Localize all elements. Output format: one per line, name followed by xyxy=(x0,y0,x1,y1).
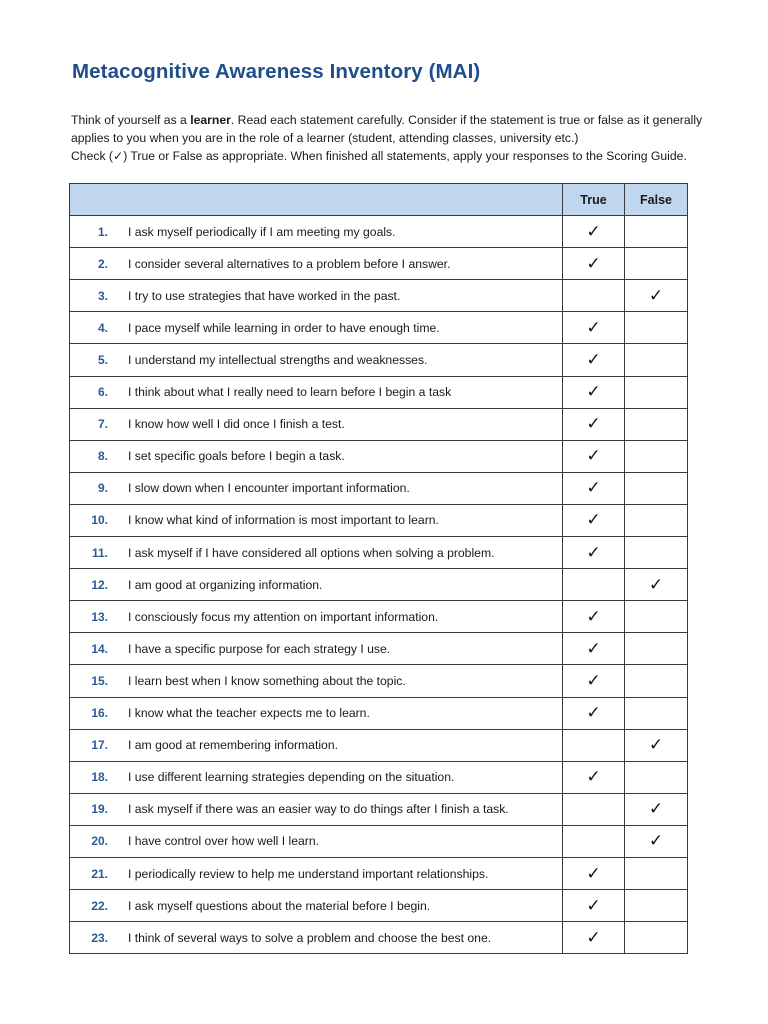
checkmark-icon: ✓ xyxy=(648,735,664,756)
statement-number: 20. xyxy=(91,834,108,849)
statement-text: I ask myself periodically if I am meeting my goals. xyxy=(128,224,396,239)
false-checkbox-cell[interactable] xyxy=(625,504,688,536)
table-header-row xyxy=(70,184,688,216)
false-checkbox-cell[interactable] xyxy=(625,376,688,408)
true-checkbox-cell[interactable] xyxy=(563,248,625,280)
instructions-line-3: Check (✓) True or False as appropriate. When finished all statements, apply your responses to the Scoring Guide. xyxy=(71,149,687,163)
statement-number: 10. xyxy=(91,513,108,528)
checkmark-icon: ✓ xyxy=(648,574,664,595)
statement-text: I understand my intellectual strengths and weaknesses. xyxy=(128,353,428,368)
false-checkbox-cell[interactable] xyxy=(625,344,688,376)
table-row xyxy=(70,793,688,825)
statement-number: 9. xyxy=(97,481,108,496)
true-checkbox-cell[interactable] xyxy=(563,408,625,440)
false-checkbox-cell[interactable] xyxy=(625,793,688,825)
statement-text: I ask myself if there was an easier way to do things after I finish a task. xyxy=(128,802,509,817)
table-row xyxy=(70,890,688,922)
statement-number: 15. xyxy=(91,673,108,688)
statement-text: I slow down when I encounter important information. xyxy=(128,481,410,496)
statement-cell xyxy=(70,922,563,954)
table-row xyxy=(70,825,688,857)
statement-cell xyxy=(70,857,563,889)
checkmark-icon: ✓ xyxy=(586,221,601,242)
true-checkbox-cell[interactable] xyxy=(563,312,625,344)
true-checkbox-cell[interactable] xyxy=(563,504,625,536)
true-checkbox-cell[interactable] xyxy=(563,890,625,922)
statement-text: I am good at organizing information. xyxy=(128,577,323,592)
statement-text: I know what kind of information is most important to learn. xyxy=(128,513,439,528)
statement-text: I periodically review to help me understand important relationships. xyxy=(128,866,489,881)
statement-number: 2. xyxy=(97,256,108,271)
statement-number: 6. xyxy=(97,385,108,400)
false-checkbox-cell[interactable] xyxy=(625,312,688,344)
statement-cell xyxy=(70,697,563,729)
statement-cell xyxy=(70,729,563,761)
statement-text: I set specific goals before I begin a task. xyxy=(128,449,345,464)
statement-cell xyxy=(70,440,563,472)
statement-cell xyxy=(70,472,563,504)
statement-cell xyxy=(70,633,563,665)
table-row xyxy=(70,280,688,312)
statement-number: 13. xyxy=(91,609,108,624)
checkmark-icon: ✓ xyxy=(586,478,601,499)
table-row xyxy=(70,472,688,504)
table-row xyxy=(70,729,688,761)
false-column-header: False xyxy=(625,184,688,216)
true-checkbox-cell[interactable] xyxy=(563,697,625,729)
table-row xyxy=(70,537,688,569)
statement-text: I think of several ways to solve a problem and choose the best one. xyxy=(128,930,492,945)
statement-number: 23. xyxy=(91,930,108,945)
statement-text: I use different learning strategies depending on the situation. xyxy=(128,770,455,785)
statement-cell xyxy=(70,665,563,697)
table-row xyxy=(70,569,688,601)
checkmark-icon: ✓ xyxy=(586,446,601,467)
checkmark-icon: ✓ xyxy=(586,253,601,274)
false-checkbox-cell[interactable] xyxy=(625,857,688,889)
statement-number: 8. xyxy=(97,449,108,464)
statement-text: I ask myself questions about the material before I begin. xyxy=(128,898,431,913)
statement-text: I know what the teacher expects me to learn. xyxy=(128,706,370,721)
statement-number: 5. xyxy=(97,353,108,368)
table-row xyxy=(70,376,688,408)
false-checkbox-cell[interactable] xyxy=(625,280,688,312)
statement-number: 11. xyxy=(91,545,108,560)
false-checkbox-cell[interactable] xyxy=(625,440,688,472)
true-checkbox-cell[interactable] xyxy=(563,344,625,376)
checkmark-icon: ✓ xyxy=(648,831,664,852)
statement-number: 4. xyxy=(97,320,108,335)
inventory-table xyxy=(69,183,688,954)
table-row xyxy=(70,344,688,376)
true-checkbox-cell[interactable] xyxy=(563,537,625,569)
table-row xyxy=(70,504,688,536)
table-row xyxy=(70,857,688,889)
true-checkbox-cell[interactable] xyxy=(563,601,625,633)
learner-emphasis: learner xyxy=(190,113,231,127)
false-checkbox-cell[interactable] xyxy=(625,761,688,793)
statement-cell xyxy=(70,761,563,793)
statement-text: I consider several alternatives to a problem before I answer. xyxy=(128,256,451,271)
checkmark-icon: ✓ xyxy=(586,670,601,691)
instructions-line-1-end: . Read each statement carefully. Consider if the statement is true or false as it generally xyxy=(230,113,703,127)
table-row xyxy=(70,440,688,472)
false-checkbox-cell[interactable] xyxy=(625,216,688,248)
statement-number: 21. xyxy=(91,866,108,881)
false-checkbox-cell[interactable] xyxy=(625,729,688,761)
statement-cell xyxy=(70,344,563,376)
statement-cell xyxy=(70,248,563,280)
checkmark-icon: ✓ xyxy=(586,606,601,627)
statement-number: 7. xyxy=(97,417,108,432)
false-checkbox-cell[interactable] xyxy=(625,248,688,280)
false-checkbox-cell[interactable] xyxy=(625,408,688,440)
statement-text: I consciously focus my attention on important information. xyxy=(128,609,439,624)
statement-cell xyxy=(70,376,563,408)
checkmark-icon: ✓ xyxy=(586,927,601,948)
true-checkbox-cell[interactable] xyxy=(563,280,625,312)
instructions xyxy=(71,111,731,165)
statement-cell xyxy=(70,890,563,922)
statement-number: 16. xyxy=(91,706,108,721)
checkmark-icon: ✓ xyxy=(586,863,601,884)
false-checkbox-cell[interactable] xyxy=(625,537,688,569)
false-checkbox-cell[interactable] xyxy=(625,633,688,665)
statement-column-header xyxy=(70,184,563,216)
checkmark-icon: ✓ xyxy=(586,317,601,338)
table-row xyxy=(70,922,688,954)
true-checkbox-cell[interactable] xyxy=(563,633,625,665)
true-checkbox-cell[interactable] xyxy=(563,922,625,954)
table-row xyxy=(70,665,688,697)
table-row xyxy=(70,216,688,248)
checkmark-icon: ✓ xyxy=(648,799,664,820)
true-checkbox-cell[interactable] xyxy=(563,761,625,793)
true-checkbox-cell[interactable] xyxy=(563,857,625,889)
statement-cell xyxy=(70,312,563,344)
statement-number: 14. xyxy=(91,641,108,656)
false-checkbox-cell[interactable] xyxy=(625,890,688,922)
statement-text: I think about what I really need to learn before I begin a task xyxy=(128,385,452,400)
false-checkbox-cell[interactable] xyxy=(625,922,688,954)
statement-cell xyxy=(70,601,563,633)
statement-text: I try to use strategies that have worked in the past. xyxy=(128,288,401,303)
statement-number: 17. xyxy=(91,738,108,753)
true-checkbox-cell[interactable] xyxy=(563,376,625,408)
page-title: Metacognitive Awareness Inventory (MAI) xyxy=(72,60,481,83)
statement-text: I am good at remembering information. xyxy=(128,738,338,753)
statement-number: 3. xyxy=(97,288,108,303)
true-column-header: True xyxy=(563,184,625,216)
true-checkbox-cell[interactable] xyxy=(563,729,625,761)
false-checkbox-cell[interactable] xyxy=(625,665,688,697)
checkmark-icon: ✓ xyxy=(586,638,601,659)
instructions-line-1-start: Think of yourself as a xyxy=(71,113,191,127)
true-checkbox-cell[interactable] xyxy=(563,793,625,825)
checkmark-icon: ✓ xyxy=(586,414,601,435)
true-checkbox-cell[interactable] xyxy=(563,472,625,504)
statement-text: I know how well I did once I finish a test. xyxy=(128,417,345,432)
statement-number: 18. xyxy=(91,770,108,785)
checkmark-icon: ✓ xyxy=(586,382,601,403)
statement-cell xyxy=(70,216,563,248)
statement-number: 22. xyxy=(91,898,108,913)
statement-text: I ask myself if I have considered all options when solving a problem. xyxy=(128,545,495,560)
statement-number: 19. xyxy=(91,802,108,817)
false-checkbox-cell[interactable] xyxy=(625,472,688,504)
false-checkbox-cell[interactable] xyxy=(625,697,688,729)
instructions-line-1 xyxy=(71,111,731,129)
statement-cell xyxy=(70,504,563,536)
inventory-body xyxy=(70,216,688,954)
checkmark-icon: ✓ xyxy=(586,350,601,371)
statement-number: 1. xyxy=(97,224,108,239)
checkmark-icon: ✓ xyxy=(586,510,601,531)
true-checkbox-cell[interactable] xyxy=(563,569,625,601)
statement-text: I have a specific purpose for each strategy I use. xyxy=(128,641,391,656)
statement-text: I have control over how well I learn. xyxy=(128,834,320,849)
false-checkbox-cell[interactable] xyxy=(625,569,688,601)
statement-cell xyxy=(70,825,563,857)
true-checkbox-cell[interactable] xyxy=(563,216,625,248)
false-checkbox-cell[interactable] xyxy=(625,601,688,633)
table-row xyxy=(70,312,688,344)
statement-cell xyxy=(70,793,563,825)
true-checkbox-cell[interactable] xyxy=(563,440,625,472)
statement-cell xyxy=(70,280,563,312)
false-checkbox-cell[interactable] xyxy=(625,825,688,857)
checkmark-icon: ✓ xyxy=(648,285,664,306)
table-row xyxy=(70,633,688,665)
checkmark-icon: ✓ xyxy=(586,895,601,916)
table-row xyxy=(70,697,688,729)
table-row xyxy=(70,248,688,280)
statement-cell xyxy=(70,537,563,569)
table-row xyxy=(70,601,688,633)
statement-text: I learn best when I know something about the topic. xyxy=(128,673,406,688)
true-checkbox-cell[interactable] xyxy=(563,665,625,697)
instructions-line-2: applies to you when you are in the role of a learner (student, attending classes, university etc.) xyxy=(71,131,579,145)
statement-text: I pace myself while learning in order to have enough time. xyxy=(128,320,440,335)
statement-cell xyxy=(70,569,563,601)
true-checkbox-cell[interactable] xyxy=(563,825,625,857)
statement-cell xyxy=(70,408,563,440)
checkmark-icon: ✓ xyxy=(586,542,601,563)
table-row xyxy=(70,761,688,793)
statement-number: 12. xyxy=(91,577,108,592)
table-row xyxy=(70,408,688,440)
checkmark-icon: ✓ xyxy=(586,767,601,788)
checkmark-icon: ✓ xyxy=(586,703,601,724)
